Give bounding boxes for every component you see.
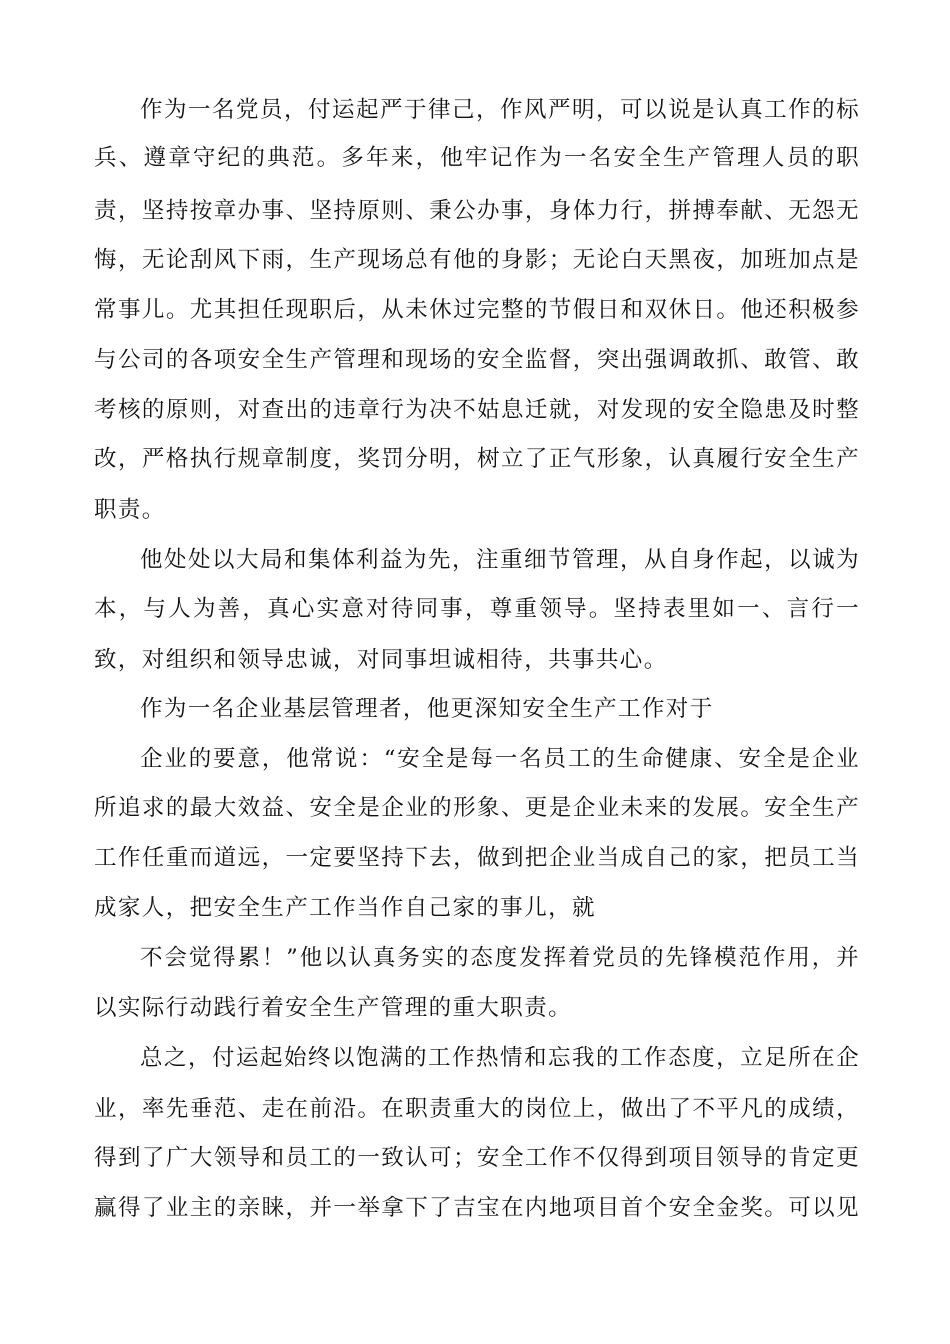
paragraph-line: 作为一名党员，付运起严于律己，作风严明，可以说是认真工作的标: [140, 97, 860, 123]
paragraph-line: 成家人，把安全生产工作当作自己家的事儿，就: [94, 895, 596, 921]
paragraph-line: 总之，付运起始终以饱满的工作热情和忘我的工作态度，立足所在企: [140, 1045, 860, 1071]
paragraph-line: 所追求的最大效益、安全是企业的形象、更是企业未来的发展。安全生产: [94, 795, 860, 821]
paragraph-line: 与公司的各项安全生产管理和现场的安全监督，突出强调敢抓、敢管、敢: [94, 347, 860, 373]
paragraph-line: 得到了广大领导和员工的一致认可；安全工作不仅得到项目领导的肯定更: [94, 1145, 860, 1171]
paragraph-line: 赢得了业主的亲睐，并一举拿下了吉宝在内地项目首个安全金奖。可以见: [94, 1195, 860, 1221]
paragraph-line: 悔，无论刮风下雨，生产现场总有他的身影；无论白天黑夜，加班加点是: [94, 247, 860, 273]
paragraph-line: 工作任重而道远，一定要坚持下去，做到把企业当成自己的家，把员工当: [94, 845, 860, 871]
paragraph-line: 职责。: [94, 497, 166, 523]
paragraph-line: 以实际行动践行着安全生产管理的重大职责。: [94, 995, 573, 1021]
paragraph-line: 业，率先垂范、走在前沿。在职责重大的岗位上，做出了不平凡的成绩，: [94, 1096, 860, 1122]
paragraph-line: 企业的要意，他常说：“安全是每一名员工的生命健康、安全是企业: [140, 746, 860, 772]
paragraph-line: 考核的原则，对查出的违章行为决不姑息迁就，对发现的安全隐患及时整: [94, 397, 860, 423]
paragraph-line: 致，对组织和领导忠诚，对同事坦诚相待，共事共心。: [94, 647, 668, 673]
paragraph-line: 不会觉得累！”他以认真务实的态度发挥着党员的先锋模范作用，并: [140, 945, 860, 971]
paragraph-line: 作为一名企业基层管理者，他更深知安全生产工作对于: [140, 696, 714, 722]
paragraph-line: 责，坚持按章办事、坚持原则、秉公办事，身体力行，拼搏奉献、无怨无: [94, 198, 860, 224]
paragraph-line: 常事儿。尤其担任现职后，从未休过完整的节假日和双休日。他还积极参: [94, 297, 860, 323]
paragraph-line: 兵、遵章守纪的典范。多年来，他牢记作为一名安全生产管理人员的职: [94, 145, 860, 171]
paragraph-line: 改，严格执行规章制度，奖罚分明，树立了正气形象，认真履行安全生产: [94, 446, 860, 472]
paragraph-line: 他处处以大局和集体利益为先，注重细节管理，从自身作起，以诚为: [140, 547, 860, 573]
paragraph-line: 本，与人为善，真心实意对待同事，尊重领导。坚持表里如一、言行一: [94, 596, 860, 622]
